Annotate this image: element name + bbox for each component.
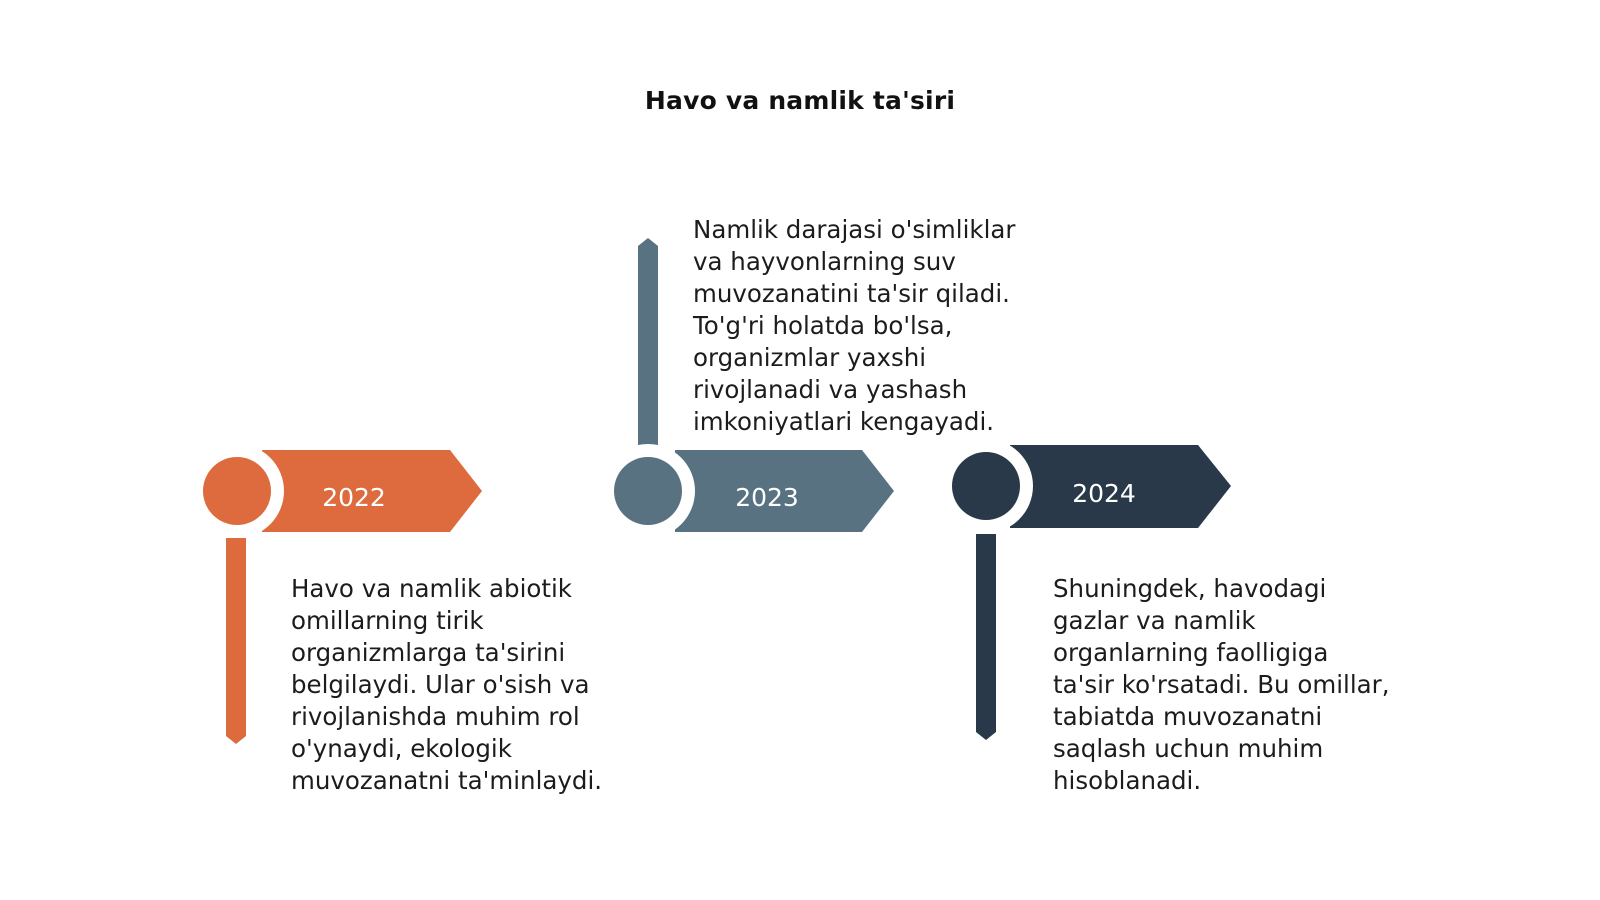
diagram-title: Havo va namlik ta'siri: [644, 86, 956, 115]
description-line: organizmlarga ta'sirini: [291, 638, 566, 667]
timeline-stem-2022: [226, 538, 246, 744]
description-line: saqlash uchun muhim: [1053, 734, 1324, 763]
year-label-2022: 2022: [322, 483, 386, 512]
year-label-2023: 2023: [735, 483, 799, 512]
description-line: gazlar va namlik: [1053, 606, 1256, 635]
description-line: Namlik darajasi o'simliklar: [693, 215, 1016, 244]
timeline-description-2024: [1053, 573, 1390, 797]
description-line: omillarning tirik: [291, 606, 484, 635]
description-line: hisoblanadi.: [1053, 766, 1202, 795]
timeline-node-2024: [952, 452, 1020, 520]
description-line: organlarning faolligiga: [1053, 638, 1329, 667]
timeline-stem-2024: [976, 534, 996, 740]
description-line: rivojlanishda muhim rol: [291, 702, 580, 731]
description-line: rivojlanadi va yashash: [693, 375, 968, 404]
description-line: organizmlar yaxshi: [693, 343, 927, 372]
description-line: tabiatda muvozanatni: [1053, 702, 1323, 731]
description-line: Shuningdek, havodagi: [1053, 574, 1327, 603]
description-line: belgilaydi. Ular o'sish va: [291, 670, 590, 699]
timeline-description-2022: [291, 573, 602, 797]
timeline-node-2022: [203, 457, 271, 525]
description-line: o'ynaydi, ekologik: [291, 734, 512, 763]
year-label-2024: 2024: [1072, 479, 1136, 508]
description-line: muvozanatini ta'sir qiladi.: [693, 279, 1010, 308]
description-line: imkoniyatlari kengayadi.: [693, 407, 995, 436]
description-line: To'g'ri holatda bo'lsa,: [693, 311, 953, 340]
description-line: ta'sir ko'rsatadi. Bu omillar,: [1053, 670, 1390, 699]
timeline-description-2023: [693, 214, 1015, 438]
description-line: va hayvonlarning suv: [693, 247, 956, 276]
description-line: Havo va namlik abiotik: [291, 574, 572, 603]
timeline-stem-2023: [638, 238, 658, 446]
timeline-node-2023: [614, 457, 682, 525]
description-line: muvozanatni ta'minlaydi.: [291, 766, 603, 795]
